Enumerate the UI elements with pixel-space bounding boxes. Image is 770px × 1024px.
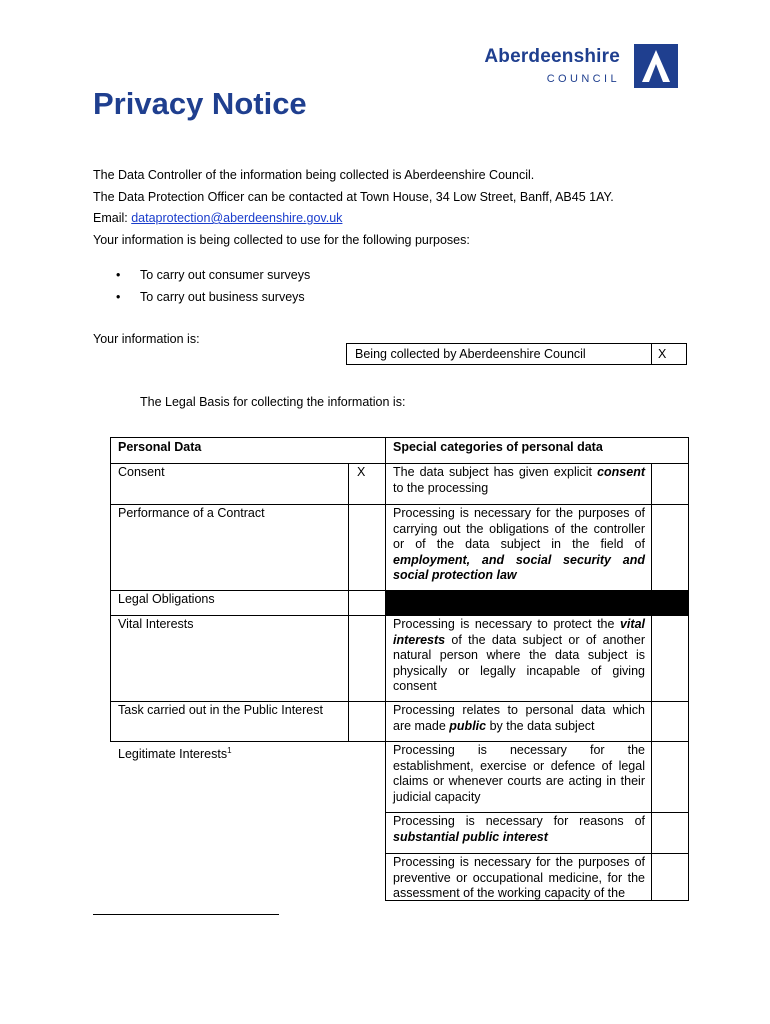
special-consent-text — [393, 465, 645, 496]
basis-vital-interests-label: Vital Interests — [118, 617, 194, 631]
divider — [110, 741, 689, 742]
divider — [385, 437, 386, 901]
divider — [348, 463, 349, 741]
collection-mark: X — [658, 347, 667, 361]
personal-data-header: Personal Data — [118, 440, 202, 454]
emphasis: vital interests — [393, 617, 645, 647]
basis-public-task-label: Task carried out in the Public Interest — [118, 703, 323, 717]
emphasis: substantial public interest — [393, 829, 548, 844]
emphasis: public — [449, 718, 487, 733]
special-medicine-text: Processing is necessary for the purposes of preventive or occupational medicine, for the assessment of the working capacity of the — [393, 855, 645, 900]
emphasis: consent — [597, 465, 645, 479]
email-link[interactable]: dataprotection@aberdeenshire.gov.uk — [131, 211, 343, 225]
divider — [385, 853, 689, 854]
divider — [110, 701, 689, 702]
text-segment: Processing relates to personal data which are made — [393, 703, 645, 733]
special-employment-text — [393, 506, 645, 584]
dpo-text: The Data Protection Officer can be contacted at Town House, 34 Low Street, Banff, AB45 1AY. — [93, 190, 614, 204]
collection-table — [346, 343, 687, 365]
text-segment: The data subject has given explicit — [393, 465, 598, 479]
emphasis: employment, and social security and social protection law — [393, 552, 645, 582]
email-line — [93, 211, 342, 225]
divider — [110, 437, 111, 741]
collection-label: Your information is: — [93, 332, 200, 346]
divider — [651, 344, 652, 364]
divider — [110, 504, 689, 505]
footnote-ref: 1 — [227, 746, 232, 755]
purpose-text: To carry out consumer surveys — [140, 268, 311, 282]
divider — [688, 437, 689, 901]
legal-basis-table — [110, 437, 689, 901]
special-public-interest-text — [393, 814, 645, 845]
purpose-text: To carry out business surveys — [140, 290, 305, 304]
email-label: Email: — [93, 211, 128, 225]
divider — [385, 812, 689, 813]
special-categories-header: Special categories of personal data — [393, 440, 603, 454]
page-title: Privacy Notice — [93, 86, 307, 121]
divider — [110, 463, 689, 464]
bullet-icon: • — [116, 290, 121, 304]
special-legal-claims-text: Processing is necessary for the establishment, exercise or defence of legal claims or whenever courts are acting in their judicial capacity — [393, 743, 645, 804]
redacted-cell — [386, 591, 688, 615]
purposes-intro: Your information is being collected to use for the following purposes: — [93, 233, 470, 247]
council-a-icon — [634, 44, 678, 88]
basis-legal-obligations-label: Legal Obligations — [118, 592, 215, 606]
text-segment: Processing is necessary for the purposes of carrying out the obligations of the controller or of the data subject in the field of — [393, 506, 645, 551]
special-vital-interests-text — [393, 617, 645, 695]
special-public-data-text — [393, 703, 645, 734]
text-segment: of the data subject or of another natural person where the data subject is physically or legally incapable of giving consent — [393, 632, 645, 693]
divider — [110, 615, 689, 616]
text-segment: Processing is necessary to protect the — [393, 617, 620, 631]
text-segment: by the data subject — [486, 718, 595, 733]
divider — [110, 437, 689, 438]
text-segment: to the processing — [393, 480, 489, 495]
legal-basis-intro: The Legal Basis for collecting the information is: — [140, 395, 406, 409]
list-item — [116, 268, 310, 282]
divider — [651, 463, 652, 901]
list-item — [116, 290, 305, 304]
basis-consent-label: Consent — [118, 465, 165, 479]
logo-wordmark: Aberdeenshire — [484, 46, 620, 67]
legitimate-interests-text: Legitimate Interests — [118, 747, 228, 762]
footnote-separator — [93, 914, 279, 915]
basis-consent-mark: X — [357, 465, 366, 479]
controller-text: The Data Controller of the information being collected is Aberdeenshire Council. — [93, 168, 535, 182]
collection-option: Being collected by Aberdeenshire Council — [355, 347, 586, 361]
basis-contract-label: Performance of a Contract — [118, 506, 265, 520]
council-logo — [462, 44, 678, 88]
basis-legitimate-interests-label — [118, 743, 232, 763]
bullet-icon: • — [116, 268, 121, 282]
logo-subtitle: COUNCIL — [546, 73, 620, 85]
text-segment: Processing is necessary for reasons of — [393, 814, 645, 828]
